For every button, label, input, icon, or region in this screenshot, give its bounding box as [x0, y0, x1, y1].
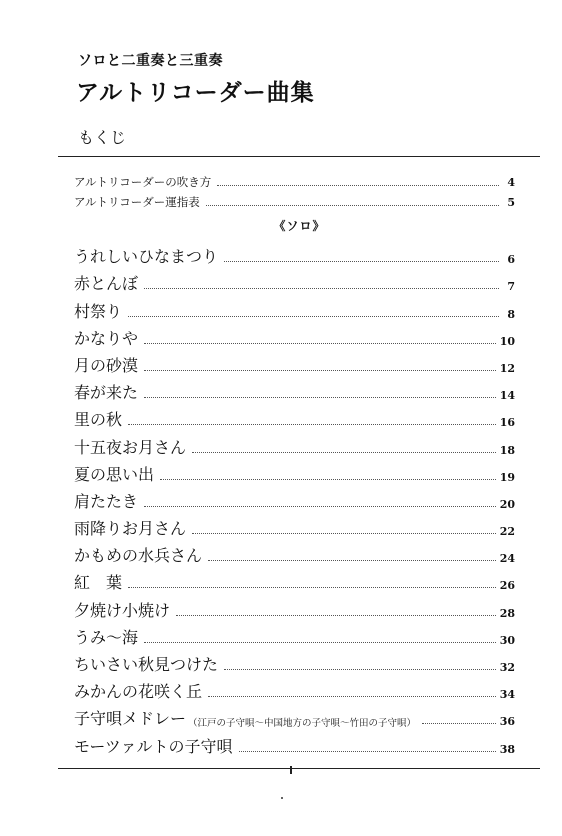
toc-entry [74, 539, 515, 566]
dot-leader [144, 343, 496, 344]
dot-leader [160, 479, 496, 480]
entry-title: 月の砂漠 [74, 355, 139, 375]
entry-page-number: 18 [499, 443, 515, 457]
dot-leader [128, 587, 496, 588]
toc-entry [74, 267, 515, 294]
entry-title: 子守唄メドレー [74, 709, 187, 729]
entry-page-number: 5 [507, 196, 515, 209]
toc-entry [74, 403, 515, 430]
dot-leader [144, 506, 496, 507]
table-of-contents [74, 170, 515, 757]
entry-title: 雨降りお月さん [74, 519, 187, 539]
entry-page-number: 32 [499, 661, 515, 674]
dot-leader [208, 560, 496, 561]
entry-page-number: 12 [499, 361, 515, 375]
entry-page-number: 20 [499, 497, 515, 511]
entry-page-number: 38 [499, 742, 515, 756]
entry-page-number: 34 [499, 688, 515, 702]
contents-heading: もくじ [78, 128, 127, 147]
entry-title: ちいさい秋見つけた [74, 655, 219, 674]
toc-entry [74, 566, 515, 593]
dot-leader [144, 288, 499, 289]
entry-page-number: 26 [499, 579, 515, 593]
entry-title: かもめの水兵さん [74, 546, 203, 566]
entry-note: （江戸の子守唄～中国地方の子守唄～竹田の子守唄） [188, 718, 417, 730]
entry-title: 肩たたき [74, 491, 139, 511]
dot-leader [176, 615, 496, 616]
page-title: アルトリコーダー曲集 [76, 79, 315, 106]
dot-leader [239, 751, 496, 752]
toc-entry [74, 512, 515, 539]
entry-title: うれしいひなまつり [74, 247, 219, 267]
toc-entry [74, 240, 515, 267]
dot-leader [144, 397, 496, 398]
entry-page-number: 24 [499, 552, 515, 566]
entry-title: 十五夜お月さん [74, 437, 187, 457]
toc-entry [74, 376, 515, 403]
entry-title: かなりや [74, 328, 139, 348]
dot-leader [224, 669, 496, 670]
toc-entry [74, 621, 515, 648]
entry-title: アルトリコーダー運指表 [74, 195, 200, 209]
dot-leader [206, 205, 499, 206]
toc-entry [74, 170, 515, 190]
toc-entry [74, 322, 515, 349]
toc-entry [74, 648, 515, 675]
entry-page-number: 19 [499, 470, 515, 484]
toc-entry [74, 458, 515, 485]
entry-title: 紅 葉 [74, 573, 123, 593]
entry-title: 春が来た [74, 383, 139, 403]
entry-title: 夕焼け小焼け [74, 600, 171, 620]
dot-leader [144, 370, 496, 371]
dot-leader [128, 316, 499, 317]
dot-leader [208, 696, 496, 697]
center-tick-mark [290, 766, 292, 774]
entry-title: 村祭り [74, 301, 123, 321]
toc-entry [74, 349, 515, 376]
entry-title: 里の秋 [74, 410, 123, 430]
dot-leader [224, 261, 499, 262]
entry-page-number: 6 [507, 253, 515, 267]
dot-leader [144, 642, 496, 643]
toc-entry [74, 729, 515, 756]
entry-page-number: 22 [499, 525, 515, 539]
dot-leader [217, 185, 499, 186]
top-divider [58, 156, 540, 157]
entry-page-number: 14 [499, 389, 515, 403]
entry-page-number: 8 [507, 307, 515, 321]
entry-page-number: 36 [499, 715, 515, 729]
entry-title: アルトリコーダーの吹き方 [74, 175, 212, 189]
toc-entry [74, 430, 515, 457]
toc-entry [74, 702, 515, 729]
song-entries [74, 240, 515, 757]
dot-leader [192, 533, 496, 534]
entry-title: 赤とんぼ [74, 274, 139, 294]
entry-page-number: 28 [499, 606, 515, 620]
dot-leader [192, 452, 496, 453]
section-heading-solo: 《ソロ》 [273, 218, 326, 233]
entry-page-number: 4 [507, 176, 515, 189]
entry-title: 夏の思い出 [74, 464, 155, 484]
dot-mark [281, 797, 283, 799]
toc-entry [74, 675, 515, 702]
toc-entry [74, 593, 515, 620]
toc-entry [74, 190, 515, 210]
entry-title: うみ～海 [74, 627, 139, 647]
subtitle: ソロと二重奏と三重奏 [78, 53, 223, 69]
dot-leader [422, 723, 496, 724]
entry-page-number: 30 [499, 633, 515, 647]
entry-title: みかんの花咲く丘 [74, 682, 203, 702]
intro-entries [74, 170, 515, 210]
toc-entry [74, 294, 515, 321]
entry-page-number: 16 [499, 416, 515, 430]
toc-entry [74, 485, 515, 512]
dot-leader [128, 424, 496, 425]
entry-page-number: 7 [507, 280, 515, 294]
entry-title: モーツァルトの子守唄 [74, 736, 233, 756]
entry-page-number: 10 [499, 334, 515, 348]
bottom-divider [58, 768, 540, 769]
